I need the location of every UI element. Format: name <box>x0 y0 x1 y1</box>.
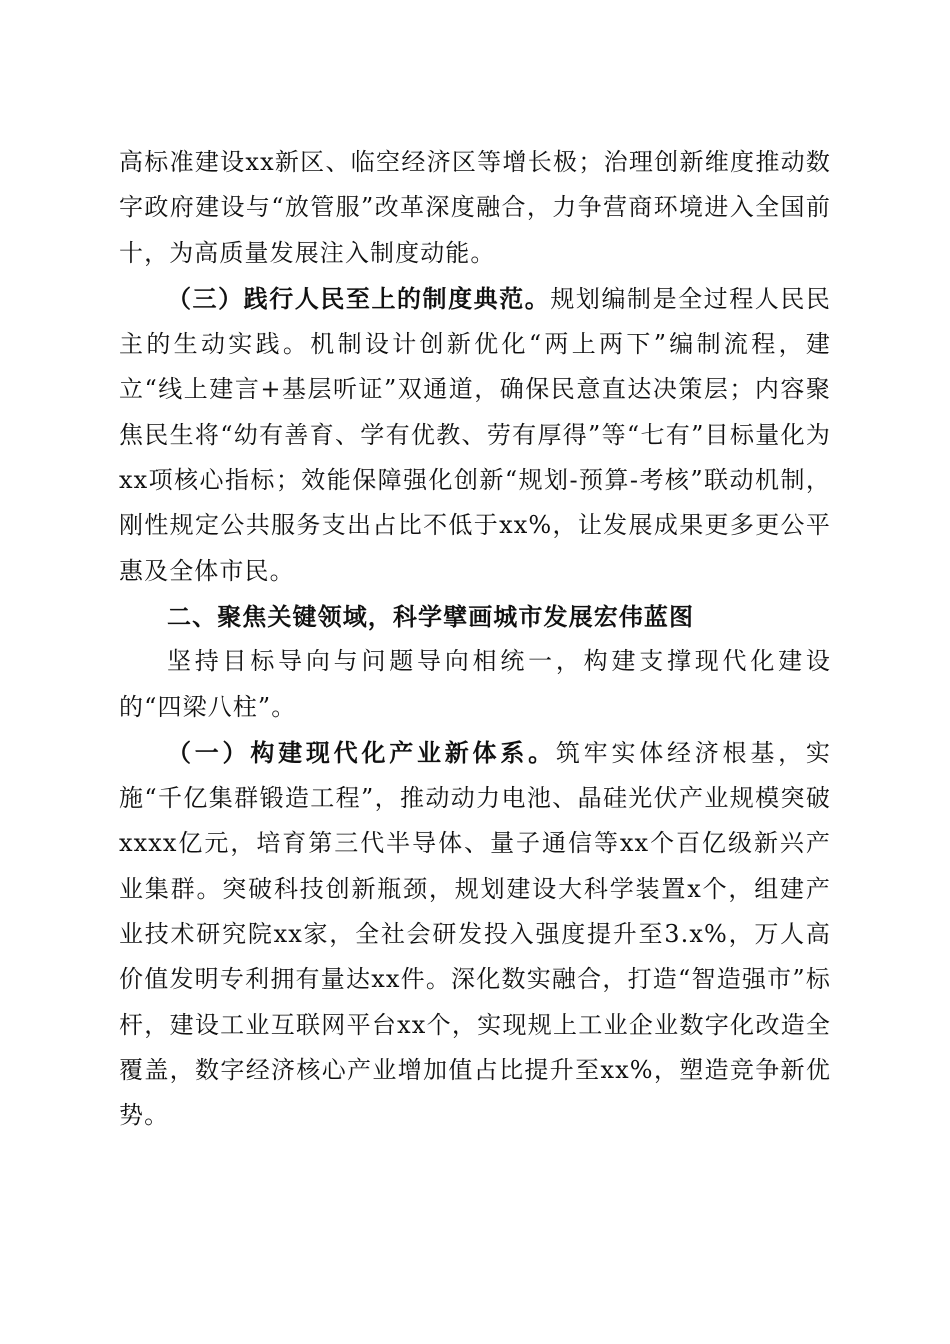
paragraph-lead-heading: （三）践行人民至上的制度典范。 <box>167 283 551 313</box>
document-page <box>119 140 831 1139</box>
paragraph-intro <box>119 639 831 730</box>
paragraph-text: 规划编制是全过程人民民主的生动实践。机制设计创新优化“两上两下”编制流程，建立“线上建言+基层听证”双通道，确保民意直达决策层；内容聚焦民生将“幼有善育、学有优教、劳有厚得”等“七有”目标量化为xx项核心指标；效能保障强化创新“规划-预算-考核”联动机制，刚性规定公共服务支出占比不低于xx%，让发展成果更多更公平惠及全体市民。 <box>119 284 831 585</box>
paragraph-lead-heading: （一）构建现代化产业新体系。 <box>167 737 556 767</box>
paragraph-text: 筑牢实体经济根基，实施“千亿集群锻造工程”，推动动力电池、晶硅光伏产业规模突破xxxx亿元，培育第三代半导体、量子通信等xx个百亿级新兴产业集群。突破科技创新瓶颈，规划建设大科学装置x个，组建产业技术研究院xx家，全社会研发投入强度提升至3.x%，万人高价值发明专利拥有量达xx件。深化数实融合，打造“智造强市”标杆，建设工业互联网平台xx个，实现规上工业企业数字化改造全覆盖，数字经济核心产业增加值占比提升至xx%，塑造竞争新优势。 <box>119 738 831 1130</box>
paragraph-text: 坚持目标导向与问题导向相统一，构建支撑现代化建设的“四梁八柱”。 <box>119 647 831 721</box>
paragraph-continuation <box>119 140 831 276</box>
paragraph-section-three <box>119 276 831 594</box>
paragraph-section-one <box>119 730 831 1139</box>
paragraph-text: 高标准建设xx新区、临空经济区等增长极；治理创新维度推动数字政府建设与“放管服”改革深度融合，力争营商环境进入全国前十，为高质量发展注入制度动能。 <box>119 148 831 267</box>
section-heading: 二、聚焦关键领域，科学擘画城市发展宏伟蓝图 <box>167 601 695 631</box>
